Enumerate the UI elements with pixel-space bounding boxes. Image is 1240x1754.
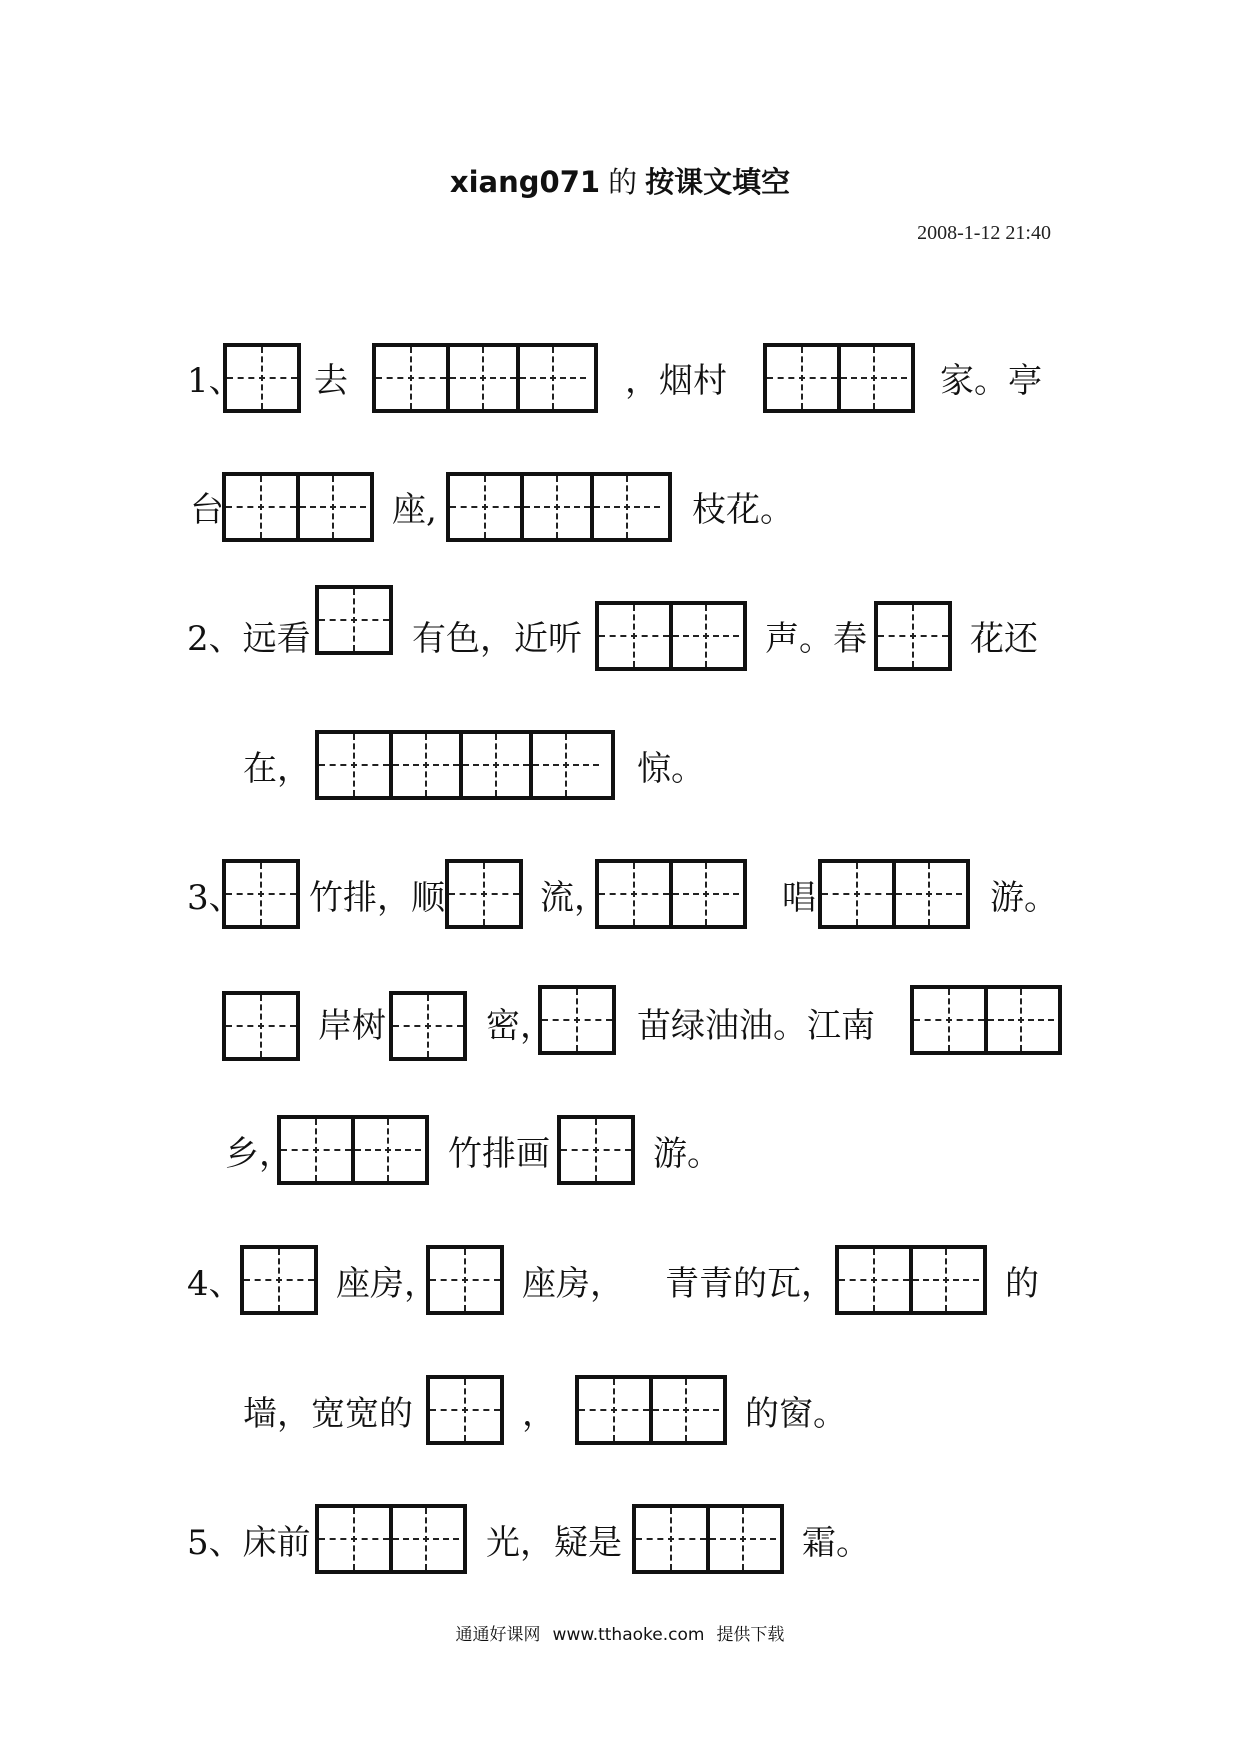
blank-box[interactable]	[595, 601, 747, 671]
page-title	[0, 160, 1240, 201]
blank-cell[interactable]	[376, 347, 446, 409]
blank-cell[interactable]	[839, 1249, 909, 1311]
blank-cell[interactable]	[516, 347, 586, 409]
blank-cell[interactable]	[599, 863, 669, 925]
blank-cell[interactable]	[579, 1379, 649, 1441]
blank-cell[interactable]	[590, 476, 660, 538]
blank-cell[interactable]	[446, 347, 516, 409]
blank-box[interactable]	[372, 343, 598, 413]
blank-box[interactable]	[315, 585, 393, 655]
blank-box[interactable]	[389, 991, 467, 1061]
blank-box[interactable]	[426, 1245, 504, 1315]
blank-cell[interactable]	[892, 863, 962, 925]
blank-cell[interactable]	[822, 863, 892, 925]
q4-text-d: 的	[1005, 1264, 1039, 1304]
q1-text-a: 去	[314, 361, 348, 401]
blank-cell[interactable]	[226, 476, 296, 538]
q3-text-e: 岸树	[318, 1006, 386, 1046]
blank-cell[interactable]	[226, 863, 296, 925]
blank-cell[interactable]	[599, 605, 669, 667]
q1-text-b: ，烟村	[625, 361, 727, 401]
blank-cell[interactable]	[319, 589, 389, 651]
blank-cell[interactable]	[244, 1249, 314, 1311]
blank-cell[interactable]	[389, 1508, 459, 1570]
blank-box[interactable]	[557, 1115, 635, 1185]
q3-text-g: 苗绿油油。江南	[637, 1006, 875, 1046]
footer-site-name: 通通好课网	[455, 1625, 541, 1645]
q1-text-d: 台	[190, 490, 224, 530]
blank-box[interactable]	[595, 859, 747, 929]
blank-cell[interactable]	[984, 989, 1054, 1051]
title-text: 按课文填空	[645, 165, 791, 199]
q2-text-c: 声。春	[765, 619, 867, 659]
q1-text-c: 家。亭	[940, 361, 1042, 401]
footer-url[interactable]: www.tthaoke.com	[552, 1625, 705, 1645]
footer-note: 提供下载	[716, 1625, 785, 1645]
blank-cell[interactable]	[227, 347, 297, 409]
q4-number: 4、	[187, 1264, 243, 1304]
blank-cell[interactable]	[459, 734, 529, 796]
blank-box[interactable]	[426, 1375, 504, 1445]
q4-text-f: ，	[522, 1394, 556, 1434]
q2-text-b: 有色，近听	[412, 619, 582, 659]
blank-cell[interactable]	[878, 605, 948, 667]
title-separator: 的	[608, 165, 638, 199]
blank-box[interactable]	[538, 985, 616, 1055]
q5-text-c: 霜。	[802, 1523, 870, 1563]
q1-number: 1、	[187, 361, 243, 401]
q4-text-b: 座房，	[522, 1264, 624, 1304]
q4-text-e: 墙，宽宽的	[243, 1394, 413, 1434]
blank-box[interactable]	[632, 1504, 784, 1574]
blank-cell[interactable]	[767, 347, 837, 409]
blank-cell[interactable]	[837, 347, 907, 409]
blank-cell[interactable]	[669, 863, 739, 925]
blank-box[interactable]	[446, 472, 672, 542]
q5-text-b: 光，疑是	[486, 1523, 622, 1563]
blank-cell[interactable]	[296, 476, 366, 538]
blank-box[interactable]	[763, 343, 915, 413]
blank-cell[interactable]	[636, 1508, 706, 1570]
blank-cell[interactable]	[520, 476, 590, 538]
q1-text-e: 座,	[392, 490, 437, 530]
blank-box[interactable]	[315, 1504, 467, 1574]
blank-box[interactable]	[223, 343, 301, 413]
blank-cell[interactable]	[430, 1379, 500, 1441]
blank-cell[interactable]	[281, 1119, 351, 1181]
blank-box[interactable]	[240, 1245, 318, 1315]
q4-text-a: 座房，	[336, 1264, 438, 1304]
q3-text-c: 唱	[782, 878, 816, 918]
q4-text-g: 的窗。	[745, 1394, 847, 1434]
q5-text-a: 5、床前	[187, 1523, 311, 1563]
blank-cell[interactable]	[669, 605, 739, 667]
blank-cell[interactable]	[351, 1119, 421, 1181]
q3-text-b: 流，	[540, 878, 608, 918]
blank-cell[interactable]	[449, 863, 519, 925]
q3-text-a: 竹排，顺	[309, 878, 445, 918]
blank-box[interactable]	[222, 991, 300, 1061]
blank-cell[interactable]	[393, 995, 463, 1057]
q3-text-d: 游。	[990, 878, 1058, 918]
q3-text-j: 游。	[653, 1134, 721, 1174]
blank-cell[interactable]	[430, 1249, 500, 1311]
blank-cell[interactable]	[389, 734, 459, 796]
post-date: 2008-1-12 21:40	[917, 222, 1051, 244]
q4-text-c: 青青的瓦，	[665, 1264, 835, 1304]
q2-text-d: 花还	[970, 619, 1038, 659]
blank-box[interactable]	[575, 1375, 727, 1445]
blank-box[interactable]	[835, 1245, 987, 1315]
blank-box[interactable]	[277, 1115, 429, 1185]
blank-cell[interactable]	[649, 1379, 719, 1441]
blank-box[interactable]	[910, 985, 1062, 1055]
blank-cell[interactable]	[450, 476, 520, 538]
blank-box[interactable]	[222, 859, 300, 929]
blank-cell[interactable]	[529, 734, 599, 796]
blank-cell[interactable]	[914, 989, 984, 1051]
blank-cell[interactable]	[706, 1508, 776, 1570]
blank-cell[interactable]	[542, 989, 612, 1051]
blank-cell[interactable]	[319, 1508, 389, 1570]
blank-cell[interactable]	[226, 995, 296, 1057]
q3-text-i: 竹排画	[448, 1134, 550, 1174]
q3-text-f: 密，	[486, 1006, 554, 1046]
blank-box[interactable]	[874, 601, 952, 671]
blank-box[interactable]	[315, 730, 615, 800]
blank-box[interactable]	[222, 472, 374, 542]
blank-cell[interactable]	[909, 1249, 979, 1311]
blank-box[interactable]	[445, 859, 523, 929]
blank-cell[interactable]	[561, 1119, 631, 1181]
blank-cell[interactable]	[319, 734, 389, 796]
q2-text-f: 惊。	[637, 749, 705, 789]
q2-text-a: 2、远看	[187, 619, 311, 659]
q2-text-e: 在，	[243, 749, 311, 789]
author-name: xiang071	[449, 165, 601, 199]
page-footer	[0, 1620, 1240, 1645]
blank-box[interactable]	[818, 859, 970, 929]
q3-number: 3、	[187, 878, 243, 918]
q1-text-f: 枝花。	[692, 490, 794, 530]
q3-text-h: 乡，	[225, 1134, 293, 1174]
